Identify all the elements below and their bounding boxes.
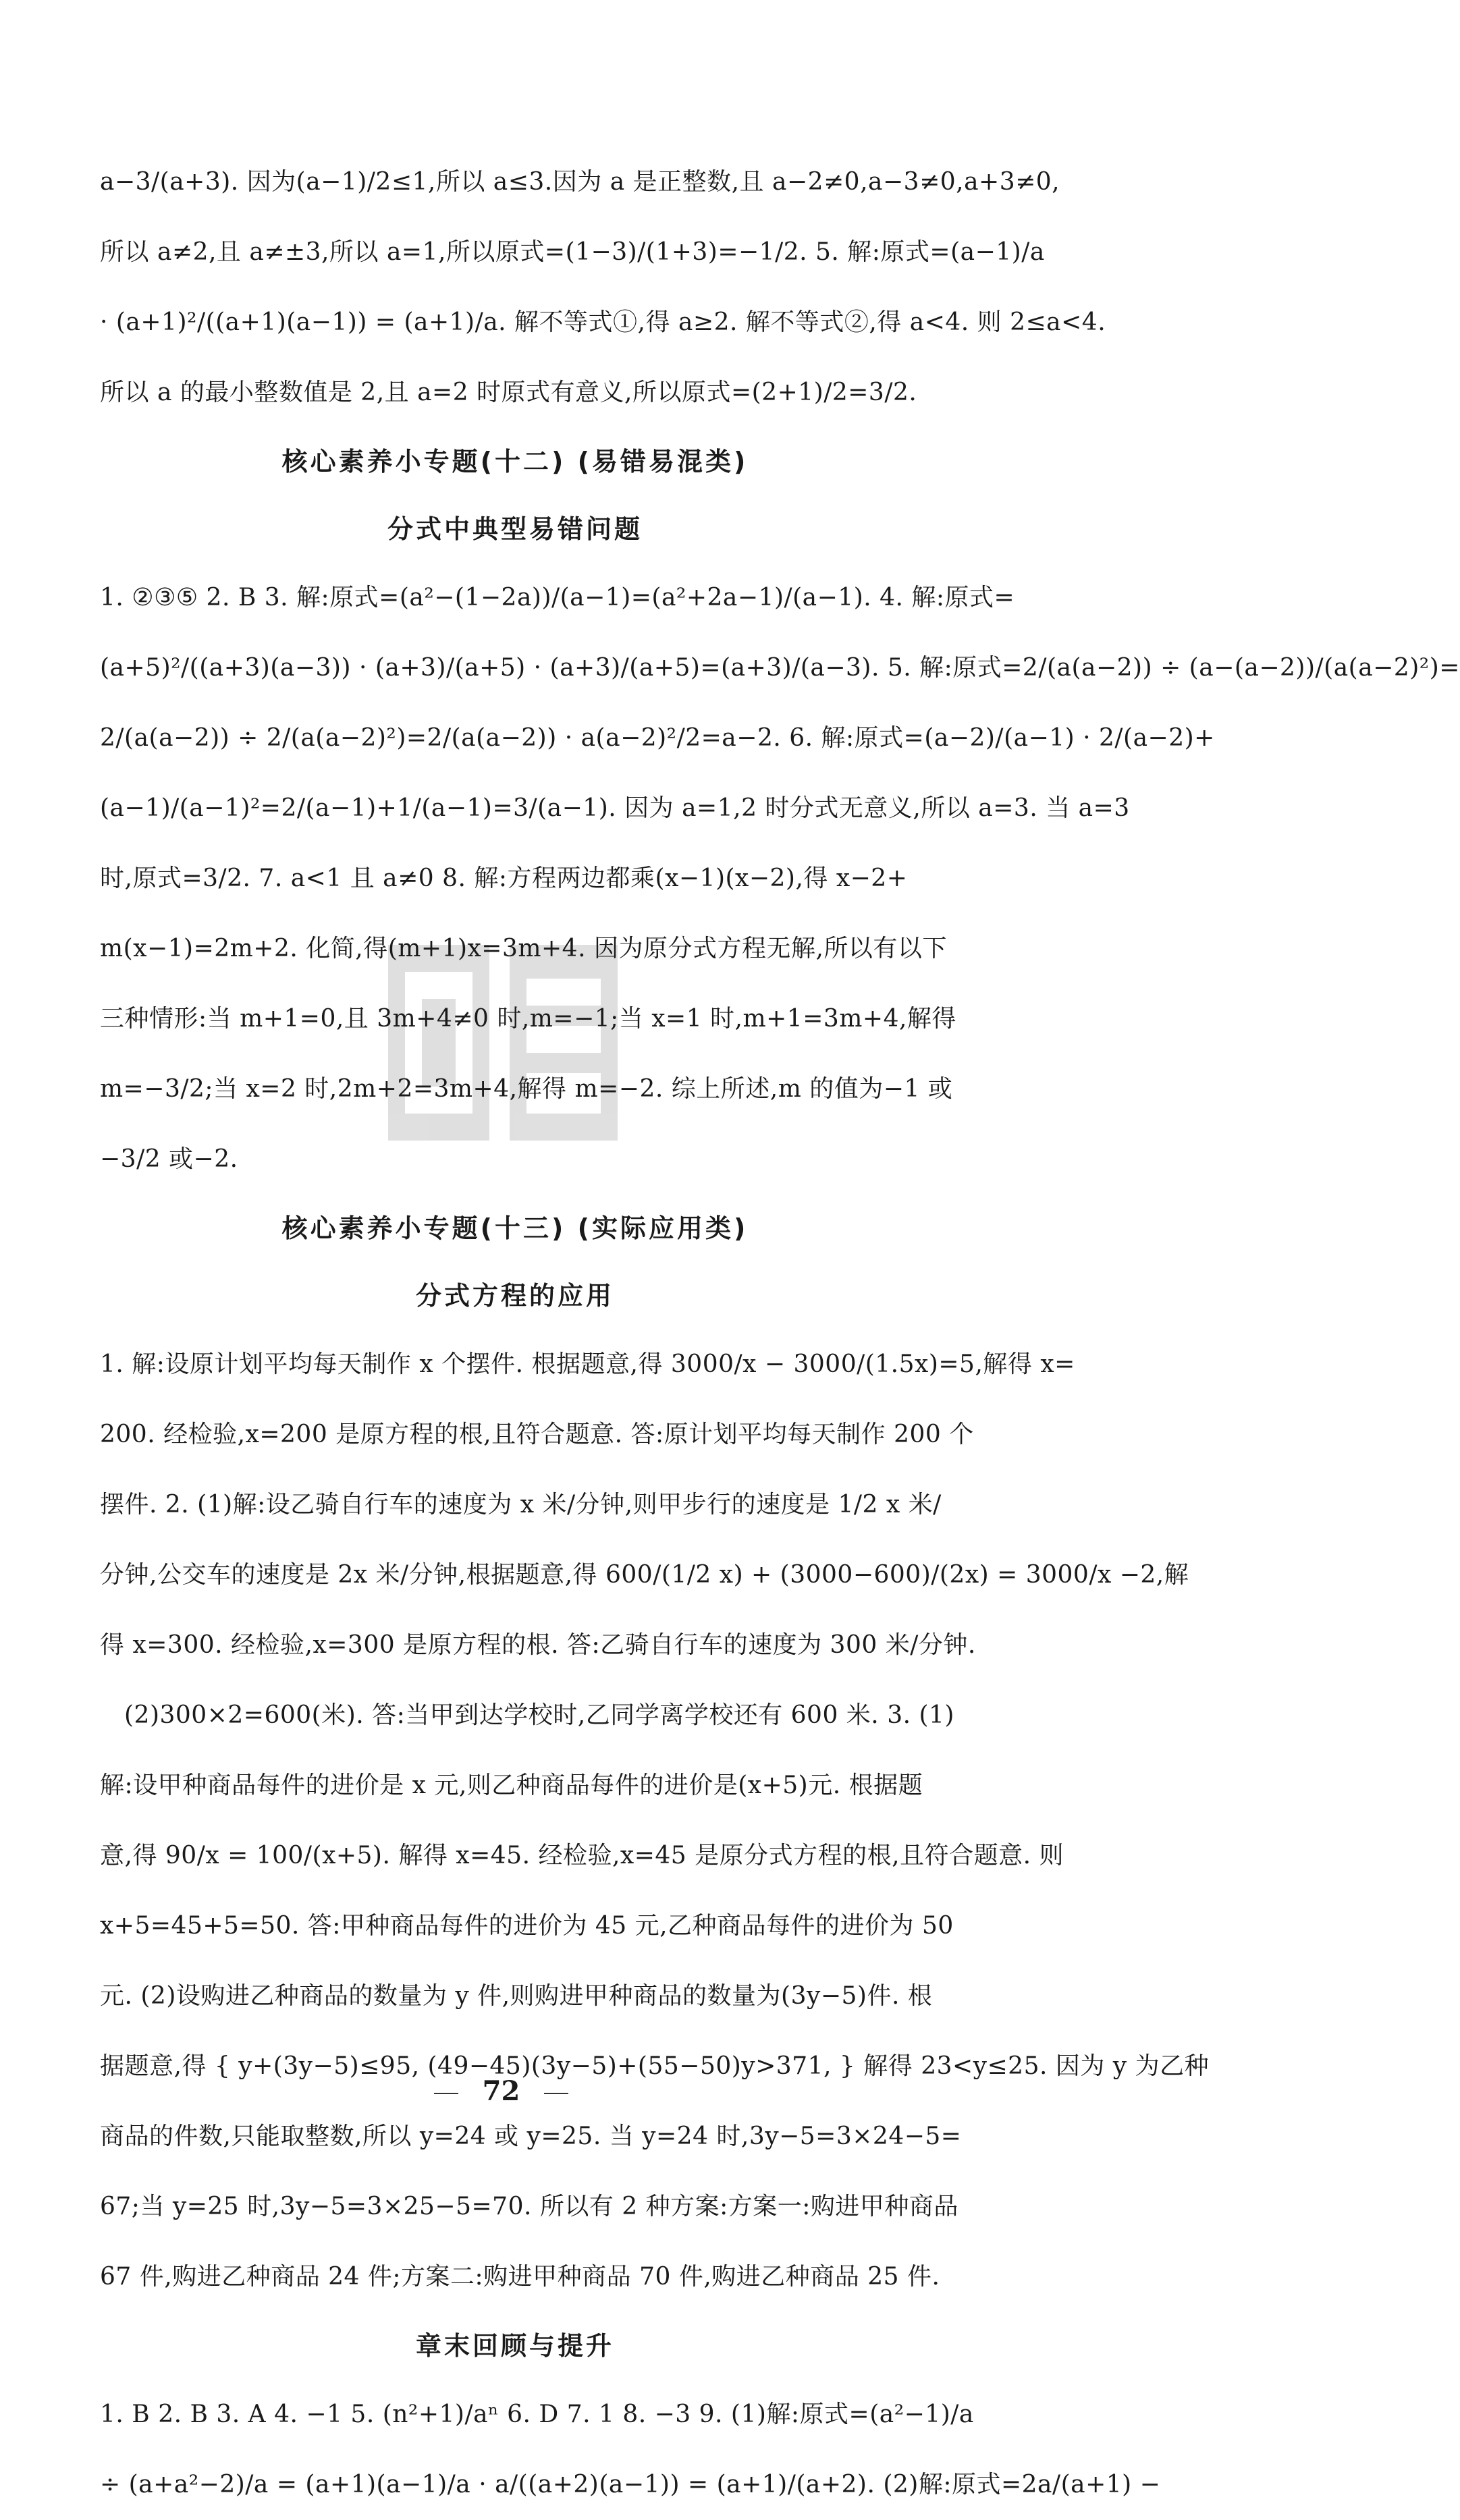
text-line: · (a+1)²/((a+1)(a−1)) = (a+1)/a. 解不等式①,得 a≥2. 解不等式②,得 a<4. 则 2≤a<4. [100, 308, 1106, 336]
text-line: 分钟,公交车的速度是 2x 米/分钟,根据题意,得 600/(1/2 x) + (3000−600)/(2x) = 3000/x −2,解 [100, 1561, 1189, 1589]
text-line: 元. (2)设购进乙种商品的数量为 y 件,则购进甲种商品的数量为(3y−5)件. 根 [100, 1982, 933, 2010]
section-title-12: 核心素养小专题(十二) (易错易混类) [281, 447, 749, 476]
text-line: 据题意,得 { y+(3y−5)≤95, (49−45)(3y−5)+(55−50)y>371, } 解得 23<y≤25. 因为 y 为乙种 [100, 2052, 1210, 2080]
text-line: 1. ②③⑤ 2. B 3. 解:原式=(a²−(1−2a))/(a−1)=(a²+2a−1)/(a−1). 4. 解:原式= [100, 584, 1015, 611]
text-line: 67 件,购进乙种商品 24 件;方案二:购进甲种商品 70 件,购进乙种商品 25 件. [100, 2263, 940, 2291]
answer-content [100, 147, 1460, 2520]
dash-left [434, 2093, 458, 2094]
text-line: 所以 a 的最小整数值是 2,且 a=2 时原式有意义,所以原式=(2+1)/2=3/2. [100, 379, 917, 406]
text-line: (a+5)²/((a+3)(a−3)) · (a+3)/(a+5) · (a+3)/(a+5)=(a+3)/(a−3). 5. 解:原式=2/(a(a−2)) ÷ (a−(a−2))/(a(a−2)²)= [100, 654, 1460, 682]
section-subtitle-12: 分式中典型易错问题 [387, 514, 643, 544]
text-line: 1. 解:设原计划平均每天制作 x 个摆件. 根据题意,得 3000/x − 3000/(1.5x)=5,解得 x= [100, 1350, 1075, 1378]
text-line: 三种情形:当 m+1=0,且 3m+4≠0 时,m=−1;当 x=1 时,m+1=3m+4,解得 [100, 1005, 956, 1033]
text-line: 得 x=300. 经检验,x=300 是原方程的根. 答:乙骑自行车的速度为 300 米/分钟. [100, 1631, 976, 1659]
text-line: a−3/(a+3). 因为(a−1)/2≤1,所以 a≤3.因为 a 是正整数,且 a−2≠0,a−3≠0,a+3≠0, [100, 168, 1060, 196]
text-line: 解:设甲种商品每件的进价是 x 元,则乙种商品每件的进价是(x+5)元. 根据题 [100, 1772, 923, 1799]
section-title-13: 核心素养小专题(十三) (实际应用类) [281, 1213, 749, 1243]
section-title-review: 章末回顾与提升 [415, 2331, 614, 2361]
text-line: (2)300×2=600(米). 答:当甲到达学校时,乙同学离学校还有 600 米. 3. (1) [124, 1701, 954, 1729]
text-line: −3/2 或−2. [100, 1145, 238, 1173]
text-line: 200. 经检验,x=200 是原方程的根,且符合题意. 答:原计划平均每天制作 200 个 [100, 1421, 974, 1448]
text-line: 摆件. 2. (1)解:设乙骑自行车的速度为 x 米/分钟,则甲步行的速度是 1/2 x 米/ [100, 1491, 942, 1518]
text-line: 意,得 90/x = 100/(x+5). 解得 x=45. 经检验,x=45 是原分式方程的根,且符合题意. 则 [100, 1842, 1064, 1869]
page-number-text: 72 [482, 2075, 520, 2107]
text-line: 时,原式=3/2. 7. a<1 且 a≠0 8. 解:方程两边都乘(x−1)(x−2),得 x−2+ [100, 865, 908, 892]
text-line: 商品的件数,只能取整数,所以 y=24 或 y=25. 当 y=24 时,3y−5=3×24−5= [100, 2122, 962, 2150]
text-line: x+5=45+5=50. 答:甲种商品每件的进价为 45 元,乙种商品每件的进价为 50 [100, 1912, 954, 1940]
page-number [0, 2075, 1002, 2107]
text-line: 67;当 y=25 时,3y−5=3×25−5=70. 所以有 2 种方案:方案一:购进甲种商品 [100, 2193, 958, 2220]
text-line: 2/(a(a−2)) ÷ 2/(a(a−2)²)=2/(a(a−2)) · a(a−2)²/2=a−2. 6. 解:原式=(a−2)/(a−1) · 2/(a−2)+ [100, 724, 1215, 752]
text-line: (a−1)/(a−1)²=2/(a−1)+1/(a−1)=3/(a−1). 因为 a=1,2 时分式无意义,所以 a=3. 当 a=3 [100, 794, 1130, 822]
text-line: 所以 a≠2,且 a≠±3,所以 a=1,所以原式=(1−3)/(1+3)=−1/2. 5. 解:原式=(a−1)/a [100, 238, 1045, 266]
text-line: ÷ (a+a²−2)/a = (a+1)(a−1)/a · a/((a+2)(a−1)) = (a+1)/(a+2). (2)解:原式=2a/(a+1) − [100, 2471, 1161, 2498]
text-line: m=−3/2;当 x=2 时,2m+2=3m+4,解得 m=−2. 综上所述,m 的值为−1 或 [100, 1075, 953, 1103]
text-line: 1. B 2. B 3. A 4. −1 5. (n²+1)/aⁿ 6. D 7. 1 8. −3 9. (1)解:原式=(a²−1)/a [100, 2401, 974, 2428]
text-line: m(x−1)=2m+2. 化简,得(m+1)x=3m+4. 因为原分式方程无解,所以有以下 [100, 935, 947, 962]
dash-right [544, 2093, 568, 2094]
section-subtitle-13: 分式方程的应用 [415, 1281, 614, 1311]
